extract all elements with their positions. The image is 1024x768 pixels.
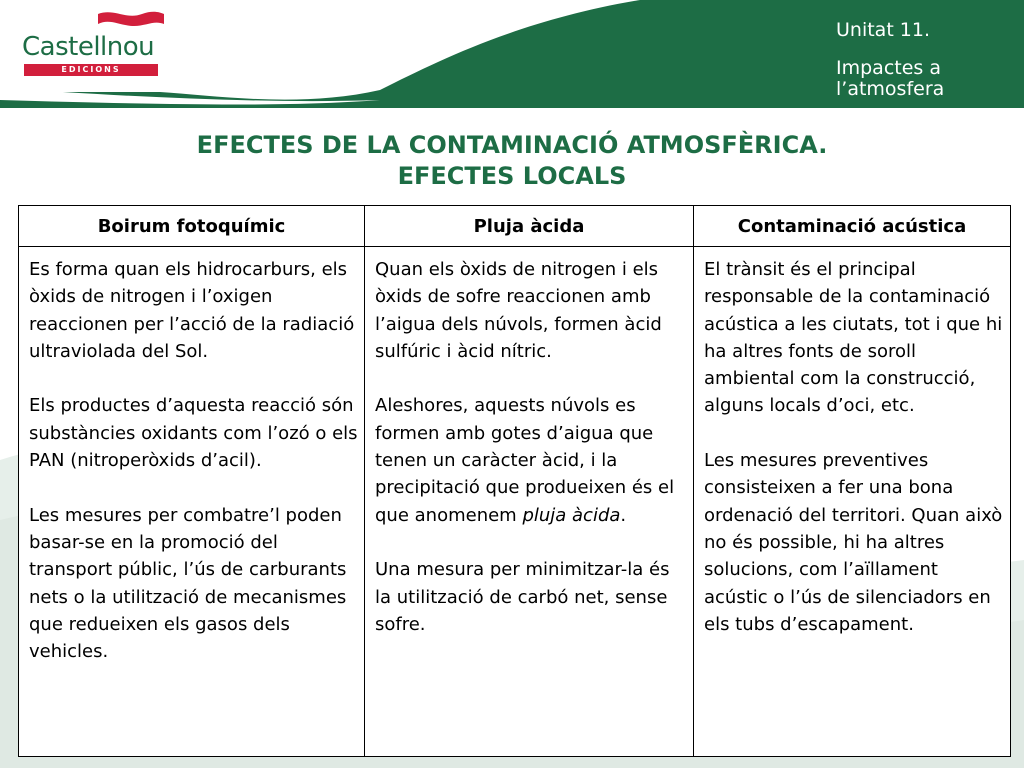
unit-topic: Impactes a l’atmosfera bbox=[836, 57, 945, 100]
header-noise-pollution: Contaminació acústica bbox=[694, 206, 1011, 247]
table-row bbox=[19, 247, 1011, 757]
cell-photochemical-smog bbox=[19, 247, 365, 757]
cell-noise-pollution bbox=[694, 247, 1011, 757]
page-title-line-2: EFECTES LOCALS bbox=[397, 162, 627, 190]
page-title bbox=[0, 130, 1024, 192]
smog-paragraph-1: Es forma quan els hidrocarburs, els òxids de nitrogen i l’oxigen reaccionen per l’acció de la radiació ultraviolada del Sol. bbox=[29, 259, 355, 362]
noise-paragraph-2: Les mesures preventives consisteixen a fer una bona ordenació del territori. Quan això no és possible, hi ha altres solucions, com l’aïllament acústic o l’ús de silenciadors en els tubs d’escapament. bbox=[704, 450, 1003, 635]
unit-title: Unitat 11. bbox=[836, 19, 931, 41]
header-acid-rain: Pluja àcida bbox=[365, 206, 694, 247]
smog-paragraph-3: Les mesures per combatre’l poden basar-se en la promoció del transport públic, l’ús de carburants nets o la utilització de mecanismes que redueixen els gasos dels vehicles. bbox=[29, 504, 347, 663]
header-photochemical-smog: Boirum fotoquímic bbox=[19, 206, 365, 247]
noise-paragraph-1: El trànsit és el principal responsable de la contaminació acústica a les ciutats, tot i que hi ha altres fonts de soroll ambiental com la construcció, alguns locals d’oci, etc. bbox=[704, 259, 1003, 417]
castellnou-logo bbox=[22, 10, 160, 78]
logo-flag-icon bbox=[96, 10, 166, 32]
smog-paragraph-2: Els productes d’aquesta reacció són substàncies oxidants com l’ozó o els PAN (nitroperòxids d’acil). bbox=[29, 395, 358, 472]
logo-brand-text: Castellnou bbox=[22, 32, 155, 62]
acid-rain-paragraph-1: Quan els òxids de nitrogen i els òxids de sofre reaccionen amb l’aigua dels núvols, formen àcid sulfúric i àcid nítric. bbox=[375, 259, 662, 362]
page-title-line-1: EFECTES DE LA CONTAMINACIÓ ATMOSFÈRICA. bbox=[196, 131, 828, 159]
acid-rain-term: pluja àcida bbox=[522, 504, 621, 526]
acid-rain-paragraph-2 bbox=[375, 392, 687, 528]
table-header-row bbox=[19, 206, 1011, 247]
acid-rain-paragraph-2-text: Aleshores, aquests núvols es formen amb gotes d’aigua que tenen un caràcter àcid, i la precipitació que produeixen és el que anomenem bbox=[375, 395, 675, 526]
effects-table bbox=[18, 205, 1011, 757]
cell-acid-rain bbox=[365, 247, 694, 757]
logo-sub-text: EDICIONS bbox=[24, 64, 158, 76]
acid-rain-paragraph-2-end: . bbox=[620, 504, 627, 526]
acid-rain-paragraph-3: Una mesura per minimitzar-la és la utilització de carbó net, sense sofre. bbox=[375, 559, 670, 635]
